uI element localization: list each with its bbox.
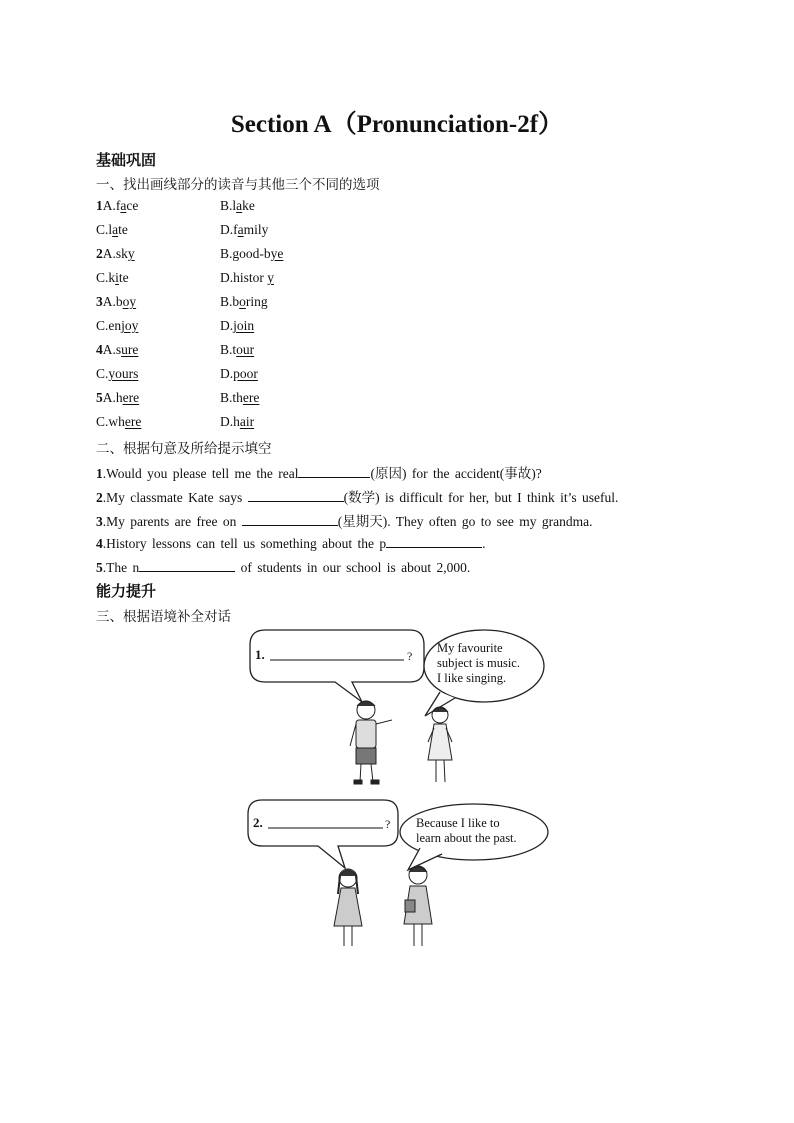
item2-option-a: 2A.sky <box>96 246 135 261</box>
answer-blank-4[interactable] <box>386 534 482 548</box>
item1-option-c: C.late <box>96 222 128 237</box>
bubble2-answer-line2: learn about the past. <box>416 831 517 845</box>
item4-option-a: 4A.sure <box>96 342 139 357</box>
fill-question-5: 5.The n of students in our school is about 2,000. <box>96 560 471 575</box>
speech-bubble-2 <box>248 800 398 868</box>
item1-option-a: 1A.face <box>96 198 139 213</box>
girl-figure-3 <box>404 866 432 946</box>
girl-figure-1 <box>428 707 452 782</box>
fill-question-4: 4.History lessons can tell us something about the p . <box>96 536 486 551</box>
bubble1-answer-line1: My favourite <box>437 641 503 655</box>
fill-question-1: 1.Would you please tell me the real (原因) for the accident(事故)? <box>96 466 542 481</box>
answer-blank-3[interactable] <box>242 512 338 526</box>
dialogue-illustration <box>0 620 794 960</box>
part3-heading: 三、根据语境补全对话 <box>96 609 231 625</box>
item1-option-d: D.family <box>220 222 269 237</box>
fill-question-3: 3.My parents are free on (星期天). They often go to see my grandma. <box>96 514 593 529</box>
fill-question-2: 2.My classmate Kate says (数学) is difficult for her, but I think it’s useful. <box>96 490 619 505</box>
item4-option-b: B.tour <box>220 342 255 357</box>
bubble2-number: 2. <box>253 815 263 830</box>
item2-option-b: B.good-bye <box>220 246 284 261</box>
girl-figure-2 <box>334 869 362 946</box>
speech-bubble-1 <box>250 630 424 702</box>
answer-blank-5[interactable] <box>139 558 235 572</box>
page-title: Section A（Pronunciation-2f） <box>230 111 564 138</box>
part2-heading: 二、根据句意及所给提示填空 <box>96 441 272 457</box>
bubble1-number: 1. <box>255 647 265 662</box>
part1-heading: 一、找出画线部分的读音与其他三个不同的选项 <box>96 177 380 193</box>
item3-option-b: B.boring <box>220 294 268 309</box>
item2-option-d: D.histor y <box>220 270 274 285</box>
item3-option-d: D.join <box>220 318 255 333</box>
bubble1-qmark: ? <box>407 649 413 663</box>
item5-option-c: C.where <box>96 414 142 429</box>
section-advanced: 能力提升 <box>96 582 157 600</box>
item5-option-b: B.there <box>220 390 260 405</box>
item2-option-c: C.kite <box>96 270 129 285</box>
item4-option-d: D.poor <box>220 366 258 381</box>
item1-option-b: B.lake <box>220 198 255 213</box>
item3-option-c: C.enjoy <box>96 318 139 333</box>
section-basic: 基础巩固 <box>96 151 157 169</box>
bubble2-answer-line1: Because I like to <box>416 816 500 830</box>
item3-option-a: 3A.boy <box>96 294 137 309</box>
bubble1-answer-line3: I like singing. <box>437 671 507 685</box>
answer-blank-2[interactable] <box>248 488 344 502</box>
answer-blank-1[interactable] <box>298 464 370 478</box>
boy-figure <box>350 701 392 784</box>
item4-option-c: C.yours <box>96 366 139 381</box>
item5-option-a: 5A.here <box>96 390 140 405</box>
item5-option-d: D.hair <box>220 414 255 429</box>
bubble1-answer-line2: subject is music. <box>437 656 520 670</box>
bubble2-qmark: ? <box>385 817 391 831</box>
